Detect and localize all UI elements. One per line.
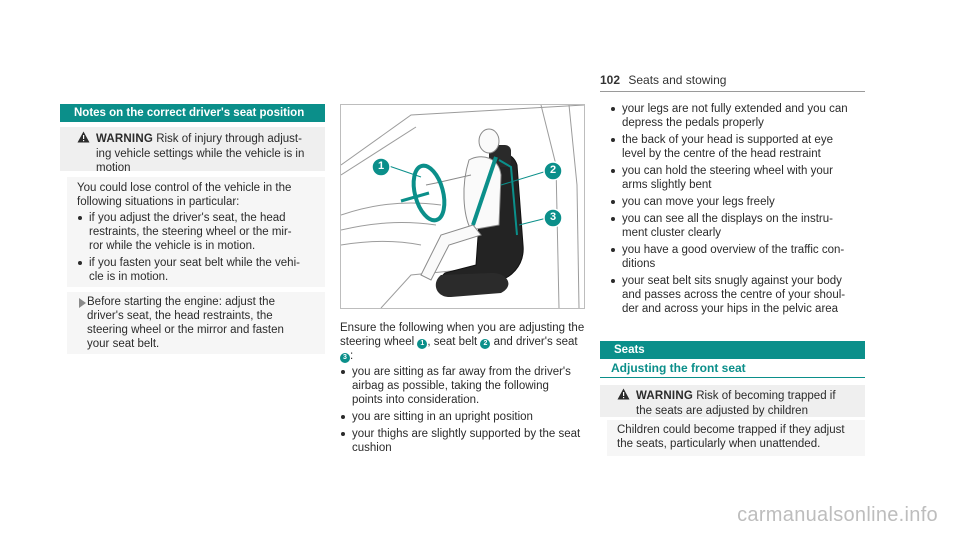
section-title: Seats and stowing <box>628 73 727 87</box>
callout-inline-1: 1 <box>417 339 427 349</box>
warning-line: Risk of injury through adjust- <box>156 133 302 145</box>
warning-line: motion <box>96 162 131 174</box>
list-item-line: and passes across the centre of your shoul- <box>622 289 846 301</box>
caption-line: Ensure the following when you are adjusting the <box>340 322 585 334</box>
intro-line: You could lose control of the vehicle in the <box>77 182 292 194</box>
callout-label: 1 <box>377 160 385 172</box>
list-item-line: your thighs are slightly supported by the seat <box>352 428 581 440</box>
intro-line: following situations in particular: <box>77 196 240 208</box>
list-item-line: ditions <box>622 258 656 270</box>
callout-inline-3: 3 <box>340 353 350 363</box>
list-item <box>610 102 868 130</box>
action-line: steering wheel or the mirror and fasten <box>87 324 284 336</box>
driver-seat-drawing <box>341 105 584 308</box>
warning-header <box>617 388 857 404</box>
list-item-line: points into consideration. <box>352 394 480 406</box>
warning-header <box>77 131 317 147</box>
subheading-rule <box>600 377 865 378</box>
list-item-line: you can see all the displays on the instru- <box>622 213 833 225</box>
seat-position-illustration <box>340 104 585 309</box>
middle-bullet-list <box>340 365 590 455</box>
page-header <box>600 73 726 87</box>
right-bullet-list-wrap <box>610 102 868 319</box>
caption-line <box>340 349 590 363</box>
warning-line: ing vehicle settings while the vehicle is in <box>96 148 305 160</box>
list-item <box>610 133 868 161</box>
warning-details-trapped <box>607 420 865 456</box>
list-item-line: your legs are not fully extended and you can <box>622 103 848 115</box>
callout-driver-seat <box>543 208 563 233</box>
list-item-line: you can hold the steering wheel with your <box>622 165 833 177</box>
warning-details <box>67 177 325 287</box>
section-heading-text: Notes on the correct driver's seat position <box>74 107 305 119</box>
list-item-line: restraints, the steering wheel or the mir- <box>89 226 292 238</box>
warning-text-line: the seats, particularly when unattended. <box>617 438 821 450</box>
header-rule <box>600 91 865 92</box>
list-item-line: you have a good overview of the traffic con- <box>622 244 845 256</box>
warning-label: WARNING <box>96 133 153 145</box>
warning-line: Risk of becoming trapped if <box>696 390 836 402</box>
list-item-line: if you adjust the driver's seat, the head <box>89 212 286 224</box>
warning-label: WARNING <box>636 390 693 402</box>
subheading-adjust-front-seat: Adjusting the front seat <box>611 361 746 375</box>
figure-caption <box>340 321 590 458</box>
list-item <box>340 365 590 407</box>
warning-box-injury <box>60 127 325 174</box>
list-item-line: level by the centre of the head restraint <box>622 148 821 160</box>
callout-steering-wheel <box>371 157 391 182</box>
list-item-line: the back of your head is supported at eye <box>622 134 833 146</box>
section-heading-text: Seats <box>614 344 645 356</box>
list-item-line: you are sitting in an upright position <box>352 411 533 423</box>
list-item <box>610 195 868 209</box>
caption-text: and driver's seat <box>490 336 578 348</box>
caption-text: , seat belt <box>427 336 481 348</box>
list-item-line: you can move your legs freely <box>622 196 775 208</box>
watermark: carmanualsonline.info <box>737 504 938 526</box>
warning-triangle-icon <box>77 131 90 147</box>
list-item <box>77 256 321 284</box>
warning-line: the seats are adjusted by children <box>636 405 808 417</box>
list-item-line: cle is in motion. <box>89 271 169 283</box>
section-heading-driver-seat <box>60 104 325 122</box>
action-line: driver's seat, the head restraints, the <box>87 310 273 322</box>
right-bullet-list <box>610 102 868 316</box>
warning-bullet-list <box>77 211 321 284</box>
list-item-line: ment cluster clearly <box>622 227 722 239</box>
warning-box-trapped <box>600 385 865 417</box>
warning-text-line: Children could become trapped if they adjust <box>617 424 845 436</box>
list-item-line: der and across your hips in the pelvic area <box>622 303 839 315</box>
list-item <box>610 212 868 240</box>
list-item <box>340 410 590 424</box>
section-heading-seats <box>600 341 865 359</box>
list-item-line: airbag as possible, taking the following <box>352 380 549 392</box>
callout-label: 3 <box>549 211 557 223</box>
action-line: Before starting the engine: adjust the <box>87 296 275 308</box>
callout-inline-2: 2 <box>480 339 490 349</box>
list-item-line: ror while the vehicle is in motion. <box>89 240 256 252</box>
list-item <box>610 164 868 192</box>
caption-line <box>340 335 590 349</box>
list-item-line: depress the pedals properly <box>622 117 764 129</box>
list-item-line: cushion <box>352 442 392 454</box>
action-arrow-icon <box>79 298 86 308</box>
list-item-line: you are sitting as far away from the driver's <box>352 366 571 378</box>
action-box <box>67 292 325 354</box>
caption-text: : <box>350 350 354 362</box>
warning-triangle-icon <box>617 388 630 404</box>
list-item-line: if you fasten your seat belt while the vehi- <box>89 257 300 269</box>
callout-seat-belt <box>543 161 563 186</box>
list-item <box>610 243 868 271</box>
list-item-line: your seat belt sits snugly against your body <box>622 275 842 287</box>
list-item-line: arms slightly bent <box>622 179 712 191</box>
page-number: 102 <box>600 73 621 87</box>
list-item <box>610 274 868 316</box>
caption-text: steering wheel <box>340 336 418 348</box>
list-item <box>77 211 321 253</box>
list-item <box>340 427 590 455</box>
callout-label: 2 <box>549 164 557 176</box>
action-line: your seat belt. <box>87 338 160 350</box>
